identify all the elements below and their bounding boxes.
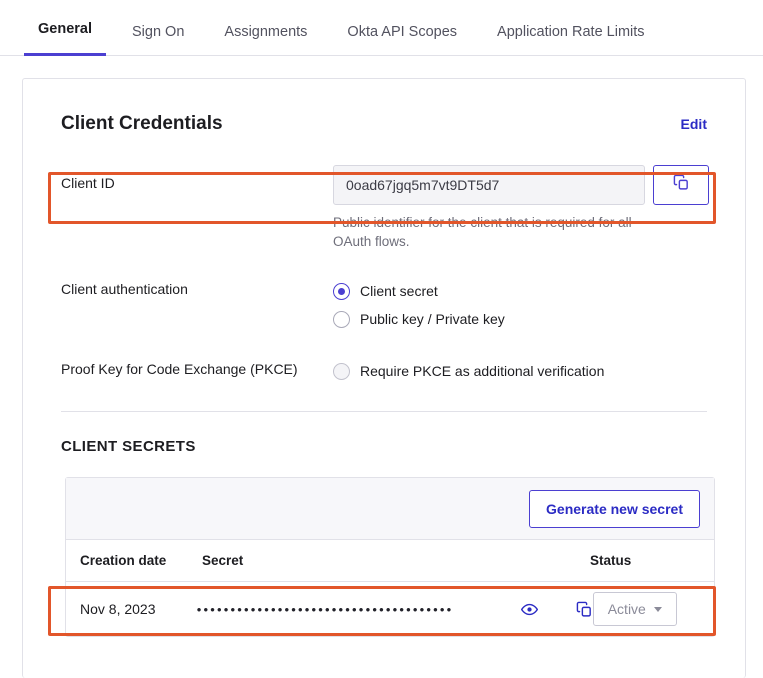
client-secrets-table [65,477,715,637]
section-divider [61,411,707,412]
status-dropdown[interactable] [593,592,677,626]
tab-general[interactable]: General [24,21,106,56]
copy-icon [673,174,690,196]
radio-client-secret-icon [333,283,350,300]
client-id-row [61,165,707,251]
client-authentication-row [61,277,707,333]
copy-secret-icon[interactable] [576,601,593,618]
column-header-secret: Secret [202,553,244,568]
client-id-input[interactable]: 0oad67jgq5m7vt9DT5d7 [333,165,645,205]
cell-secret-masked: •••••••••••••••••••••••••••••••••••••• [196,601,454,617]
client-id-help-text: Public identifier for the client that is required for all OAuth flows. [333,215,632,249]
radio-public-private-key-icon [333,311,350,328]
client-authentication-label: Client authentication [61,281,188,297]
cell-creation-date: Nov 8, 2023 [80,601,156,617]
radio-client-secret-label: Client secret [360,283,438,299]
client-id-label: Client ID [61,175,115,191]
pkce-checkbox-line[interactable] [333,357,707,385]
section-header [61,113,707,135]
tab-sign-on[interactable]: Sign On [132,24,185,40]
client-secrets-toolbar [66,478,714,540]
radio-public-private-key-label: Public key / Private key [360,311,505,327]
pkce-label: Proof Key for Code Exchange (PKCE) [61,361,298,377]
tab-application-rate-limits[interactable]: Application Rate Limits [497,24,645,40]
table-row [66,582,714,636]
pkce-checkbox-icon [333,363,350,380]
generate-new-secret-button[interactable]: Generate new secret [529,490,700,528]
tab-assignments[interactable]: Assignments [224,24,308,40]
eye-icon[interactable] [521,603,538,616]
column-header-status: Status [590,553,632,568]
page-title: Client Credentials [61,113,223,134]
status-value: Active [607,601,646,617]
pkce-checkbox-label: Require PKCE as additional verification [360,363,605,379]
copy-client-id-button[interactable] [653,165,709,205]
pkce-row [61,357,707,385]
client-secrets-title: CLIENT SECRETS [61,438,196,455]
client-credentials-card [22,78,746,678]
table-header-row [66,540,714,582]
edit-link[interactable]: Edit [680,116,707,132]
tab-okta-api-scopes[interactable]: Okta API Scopes [347,24,458,40]
chevron-down-icon [654,607,662,612]
tab-bar [0,0,763,56]
radio-public-private-key[interactable] [333,305,707,333]
radio-client-secret[interactable] [333,277,707,305]
column-header-creation-date: Creation date [80,553,167,568]
